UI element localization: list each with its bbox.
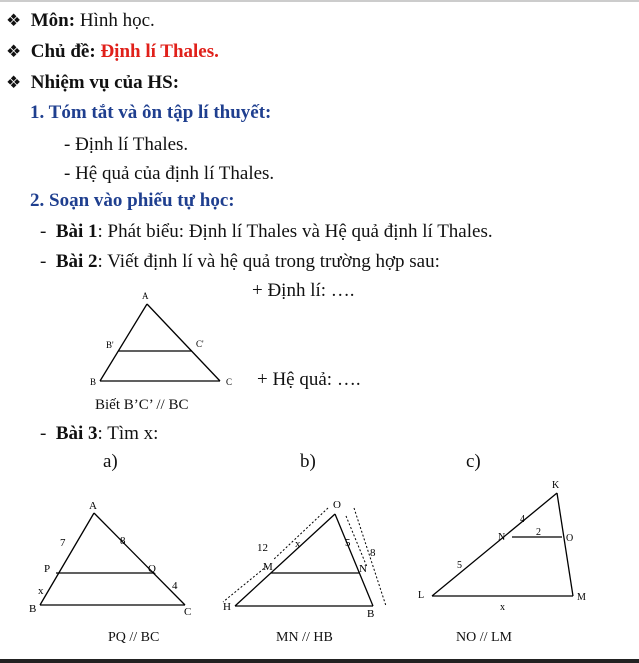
bai2-triangle-figure [90, 288, 240, 390]
topic-value: Định lí Thales. [100, 41, 219, 62]
figure-a [28, 498, 208, 622]
label-C: C [184, 606, 192, 618]
side-ac [147, 304, 220, 381]
diamond-bullet-icon: ❖ [6, 42, 22, 61]
figure-b [215, 494, 395, 622]
section1-title: 1. Tóm tắt và ôn tập lí thuyết: [30, 102, 272, 123]
label-B: B [29, 603, 37, 615]
bai3-label: Bài 3 [55, 423, 98, 444]
label-a: a) [103, 451, 118, 472]
bai3-line: - Bài 3: Tìm x: [40, 423, 159, 444]
label-C: C [226, 377, 233, 387]
label-L: L [418, 590, 425, 601]
section1-item-2: - Hệ quả của định lí Thales. [64, 163, 275, 184]
bai2-text: : Viết định lí và hệ quả trong trường hợp sau: [97, 251, 440, 272]
label-N: N [498, 532, 506, 543]
bai3-text: : Tìm x: [97, 423, 159, 444]
label-x: x [38, 585, 44, 597]
label-Bp: B' [106, 340, 114, 350]
caption-c: NO // LM [456, 630, 512, 645]
section1-item-1: - Định lí Thales. [64, 134, 189, 155]
side-kl [432, 493, 557, 596]
label-M: M [577, 592, 586, 603]
task-label: Nhiệm vụ của HS: [30, 72, 180, 93]
topic-line [6, 41, 219, 63]
task-line [6, 72, 179, 94]
label-N: N [359, 563, 367, 575]
bai2-label: Bài 2 [55, 251, 98, 272]
label-H: H [223, 601, 231, 613]
label-5: 5 [457, 560, 462, 571]
label-2: 2 [536, 527, 541, 538]
side-ob [335, 514, 373, 606]
subject-label: Môn: [30, 10, 76, 31]
top-border [0, 0, 639, 2]
bottom-border [0, 659, 639, 663]
label-x: x [295, 538, 301, 550]
label-4: 4 [172, 580, 178, 592]
label-B: B [367, 608, 375, 620]
label-5: 5 [345, 537, 351, 549]
label-B: B [90, 377, 97, 387]
label-A: A [89, 500, 97, 512]
he-qua-text: + Hệ quả: …. [257, 369, 361, 390]
subject-value: Hình học. [79, 10, 155, 31]
label-P: P [44, 563, 51, 575]
label-b: b) [300, 451, 316, 472]
side-oh [235, 514, 335, 606]
topic-label: Chủ đề: [30, 41, 96, 62]
label-x: x [500, 602, 505, 613]
bai2-caption: Biết B’C’ // BC [95, 397, 189, 413]
diamond-bullet-icon: ❖ [6, 73, 22, 92]
label-O: O [333, 499, 341, 511]
caption-a: PQ // BC [108, 630, 160, 645]
label-Cp: C' [196, 339, 204, 349]
label-M: M [263, 561, 273, 573]
caption-b: MN // HB [276, 630, 333, 645]
bai1-label: Bài 1 [55, 221, 98, 242]
label-8: 8 [370, 547, 376, 559]
label-K: K [552, 480, 560, 491]
label-8: 8 [120, 535, 126, 547]
diamond-bullet-icon: ❖ [6, 11, 22, 30]
dim-om [273, 508, 328, 560]
label-Q: Q [148, 563, 156, 575]
label-12: 12 [257, 542, 268, 554]
section2-title: 2. Soạn vào phiếu tự học: [30, 190, 235, 211]
bai2-line: - Bài 2: Viết định lí và hệ quả trong trường hợp sau: [40, 251, 440, 272]
bai1-text: : Phát biểu: Định lí Thales và Hệ quả định lí Thales. [97, 221, 493, 242]
label-c: c) [466, 451, 481, 472]
subject-line [6, 10, 155, 32]
bai1-line: - Bài 1: Phát biểu: Định lí Thales và Hệ quả định lí Thales. [40, 221, 493, 242]
label-7: 7 [60, 537, 66, 549]
label-A: A [142, 291, 149, 301]
figure-c [412, 476, 598, 620]
label-O: O [566, 533, 574, 544]
dinh-li-text: + Định lí: …. [252, 280, 355, 301]
side-km [557, 493, 573, 596]
side-ab [40, 513, 94, 605]
label-4: 4 [520, 514, 525, 525]
